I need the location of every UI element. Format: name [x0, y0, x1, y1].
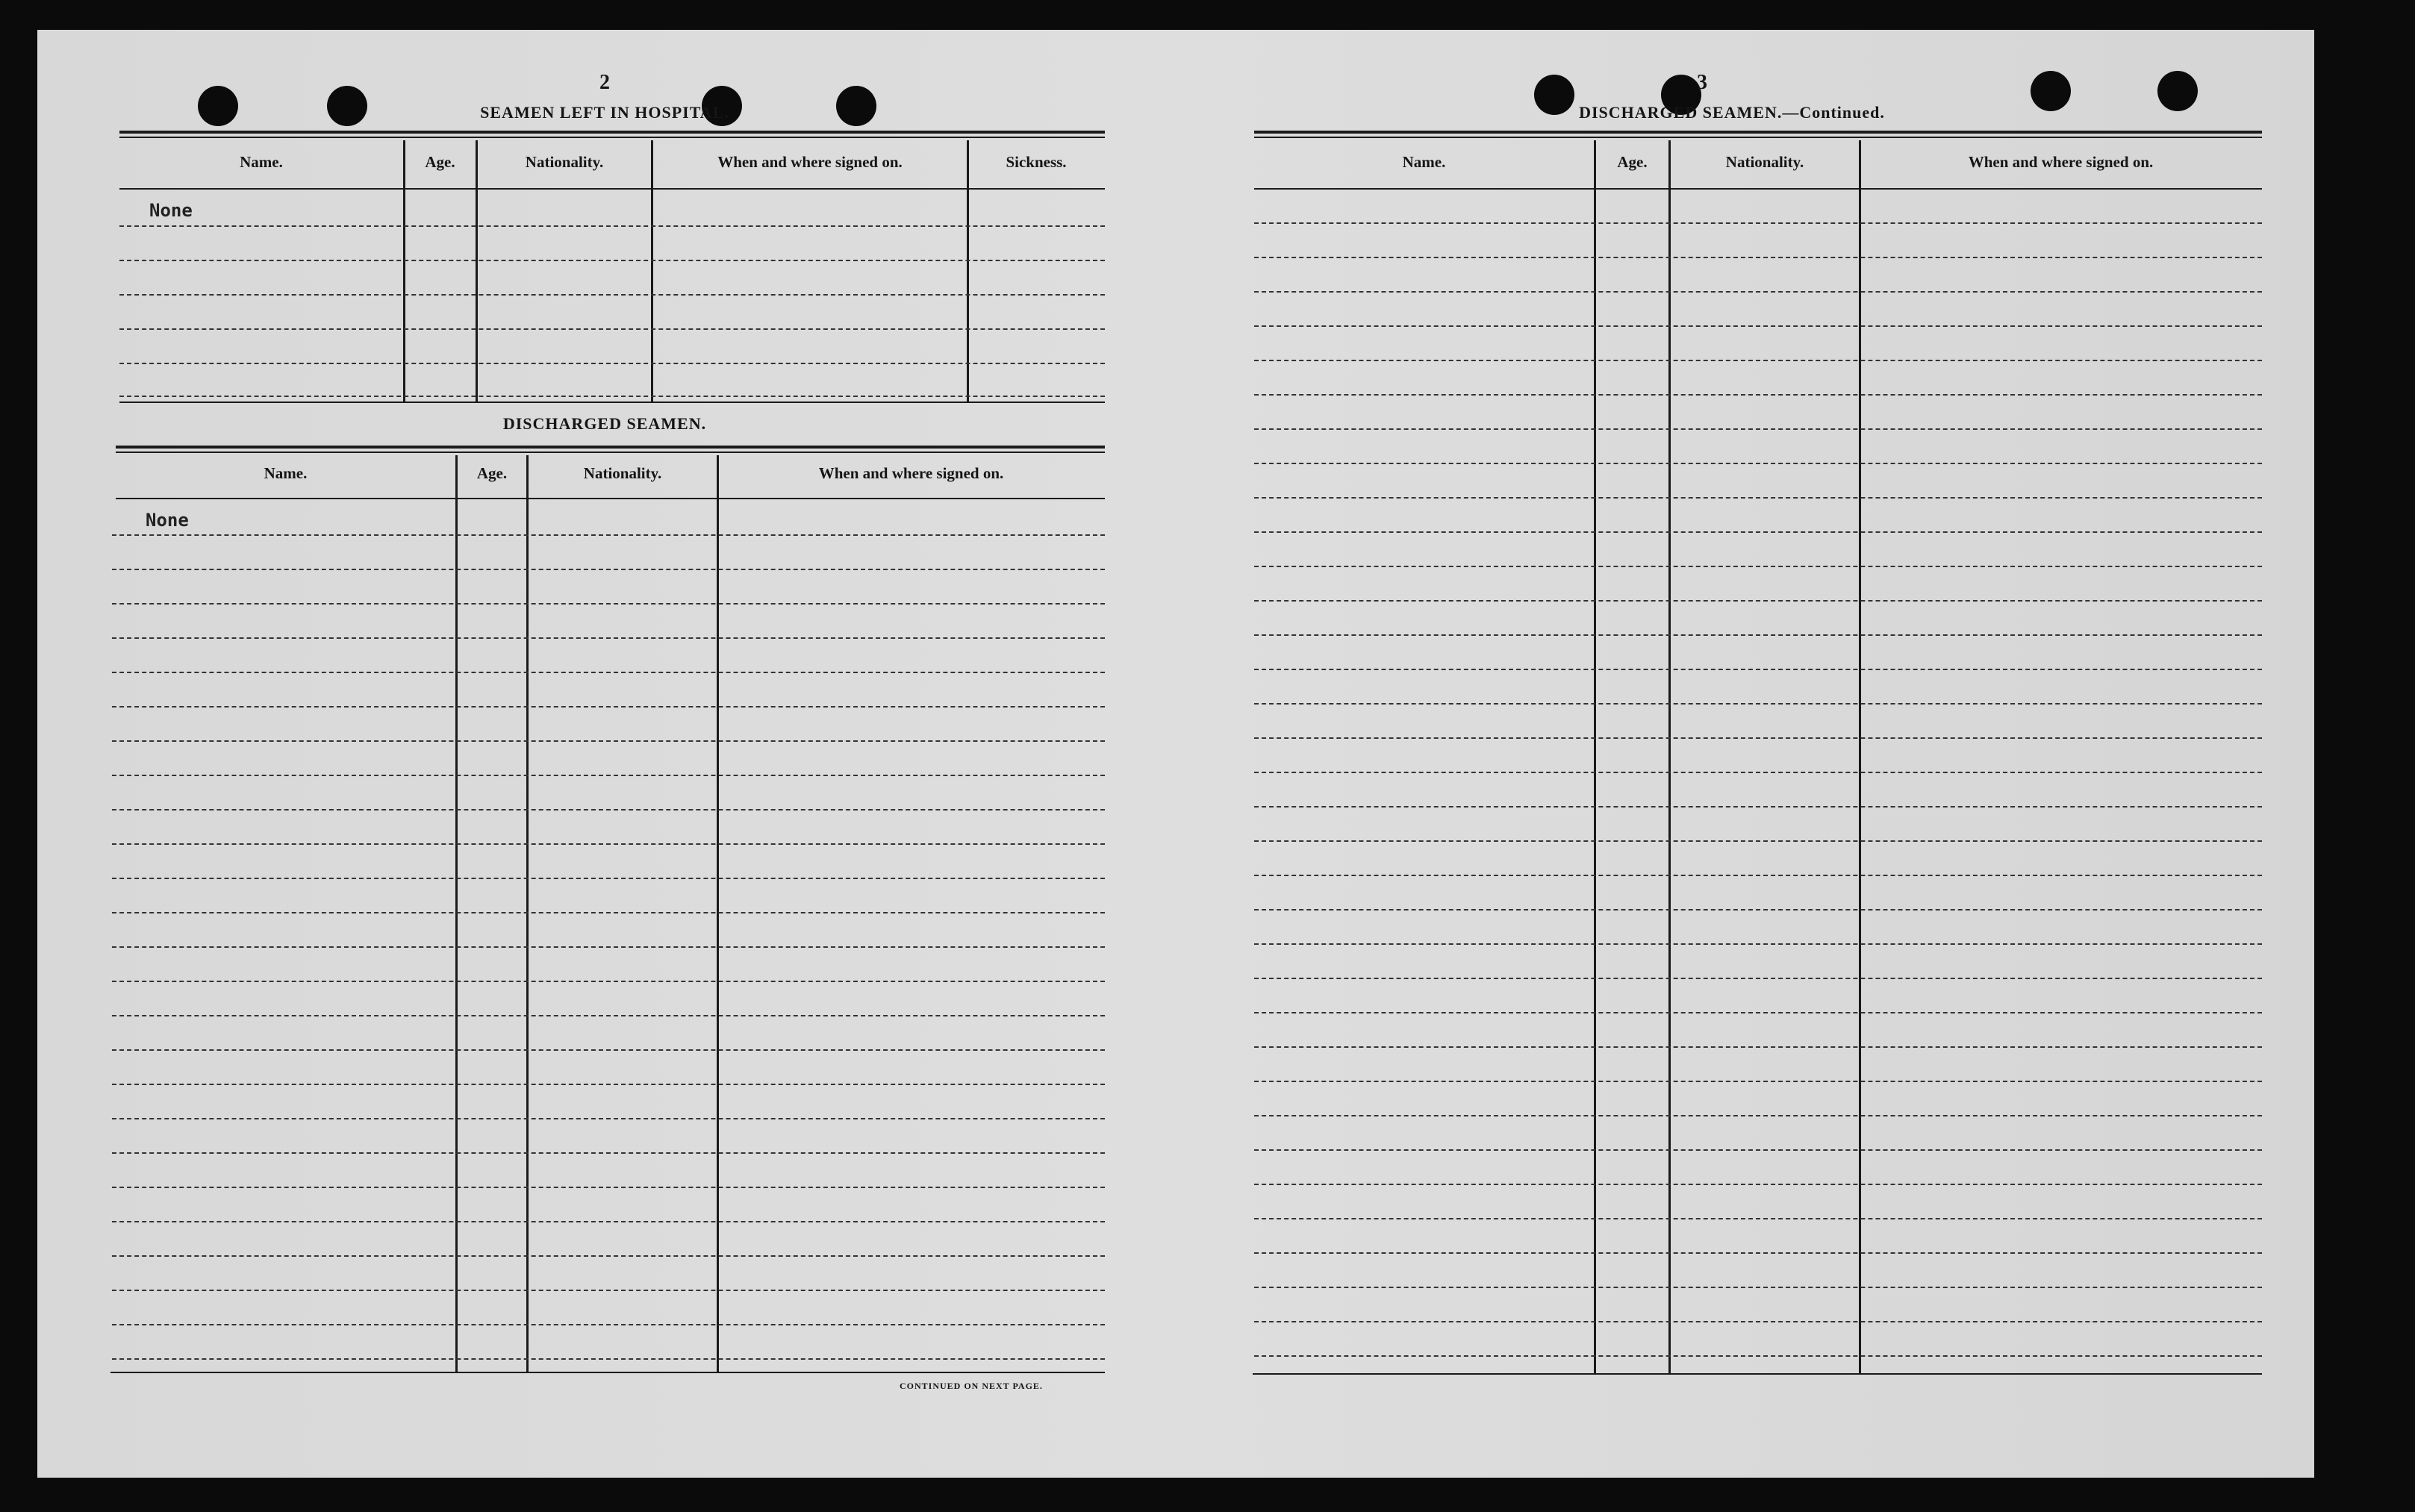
page-number: 2 — [599, 71, 610, 94]
left-page — [37, 30, 1157, 1478]
col-header-nationality: Nationality. — [525, 153, 604, 171]
col-header-name: Name. — [1402, 153, 1446, 171]
page-number: 3 — [1697, 71, 1707, 94]
col-header-age: Age. — [476, 464, 508, 482]
col-header-signed-on: When and where signed on. — [818, 464, 1004, 482]
col-header-name: Name. — [264, 464, 308, 482]
col-header-age: Age. — [1617, 153, 1648, 171]
col-header-nationality: Nationality. — [1725, 153, 1804, 171]
col-header-signed-on: When and where signed on. — [1968, 153, 2154, 171]
discharged-entry-name: None — [146, 510, 189, 531]
col-header-signed-on: When and where signed on. — [717, 153, 903, 171]
discharged-section-title: DISCHARGED SEAMEN. — [502, 414, 707, 433]
continued-footer: CONTINUED ON NEXT PAGE. — [900, 1381, 1043, 1391]
col-header-nationality: Nationality. — [583, 464, 662, 482]
col-header-age: Age. — [425, 153, 455, 171]
document-paper — [37, 30, 2314, 1478]
col-header-name: Name. — [240, 153, 283, 171]
hospital-entry-name: None — [149, 200, 193, 221]
right-page-title: DISCHARGED SEAMEN.—Continued. — [1579, 103, 1885, 122]
col-header-sickness: Sickness. — [1006, 153, 1067, 171]
right-page — [1157, 30, 2314, 1478]
hospital-section-title: SEAMEN LEFT IN HOSPITAL. — [480, 103, 729, 122]
